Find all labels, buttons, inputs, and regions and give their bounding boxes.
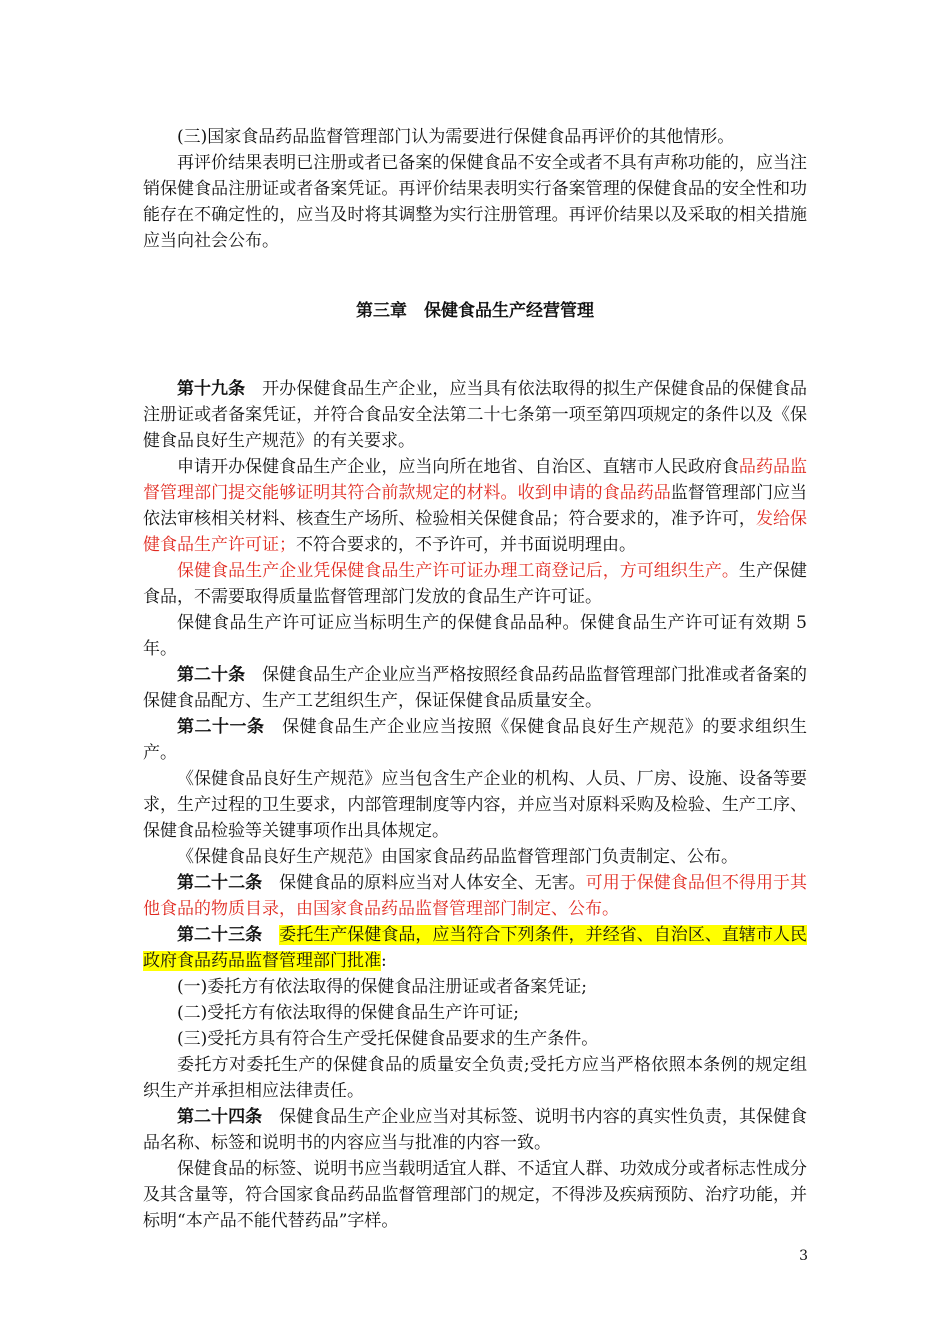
- article-24: [143, 1104, 807, 1156]
- article-19-paragraph-2: [143, 454, 807, 558]
- paragraph: (三)国家食品药品监督管理部门认为需要进行保健食品再评价的其他情形。: [177, 127, 735, 147]
- article-text: 保健食品生产企业应当按照《保健食品良好生产规范》的要求组织生产。: [143, 717, 808, 763]
- article-label: 第二十四条: [177, 1107, 263, 1127]
- article-20: [143, 662, 807, 714]
- chapter-title: 第三章 保健食品生产经营管理: [356, 301, 594, 321]
- article-19-paragraph-4: 保健食品生产许可证应当标明生产的保健食品品种。保健食品生产许可证有效期 5 年。: [143, 613, 807, 659]
- text-run: 不符合要求的，不予许可，并书面说明理由。: [296, 535, 636, 555]
- article-24-paragraph-2: 保健食品的标签、说明书应当载明适宜人群、不适宜人群、功效成分或者标志性成分及其含量等，符合国家食品药品监督管理部门的规定，不得涉及疾病预防、治疗功能，并标明“本产品不能代替药品”字样。: [143, 1159, 807, 1231]
- article-19: [143, 376, 807, 454]
- highlighted-text: 委托生产保健食品，应当符合下列条件，并经省、自治区、直辖市人民政府食品药品监督管理部门批准: [143, 925, 808, 971]
- article-label: 第二十二条: [177, 873, 263, 893]
- text-run: 生产保健食品，不需要取得质量监督管理部门发放的食品生产许可证。: [143, 561, 808, 607]
- article-text: 保健食品生产企业应当对其标签、说明书内容的真实性负责，其保健食品名称、标签和说明书的内容应当与批准的内容一致。: [143, 1107, 808, 1153]
- article-text: 保健食品的原料应当对人体安全、无害。: [262, 873, 586, 893]
- article-21-paragraph-2: 《保健食品良好生产规范》应当包含生产企业的机构、人员、厂房、设施、设备等要求，生产过程的卫生要求，内部管理制度等内容，并应当对原料采购及检验、生产工序、保健食品检验等关键事项作出具体规定。: [143, 769, 807, 841]
- article-label: 第二十条: [177, 665, 246, 685]
- article-text: 保健食品生产企业应当严格按照经食品药品监督管理部门批准或者备案的保健食品配方、生产工艺组织生产，保证保健食品质量安全。: [143, 665, 808, 711]
- article-19-paragraph-3: [143, 558, 807, 610]
- page-number: 3: [799, 1248, 808, 1264]
- paragraph: 再评价结果表明已注册或者已备案的保健食品不安全或者不具有声称功能的，应当注销保健食品注册证或者备案凭证。再评价结果表明实行备案管理的保健食品的安全性和功能存在不确定性的，应当及时将其调整为实行注册管理。再评价结果以及采取的相关措施应当向社会公布。: [143, 153, 807, 251]
- article-text: 开办保健食品生产企业，应当具有依法取得的拟生产保健食品的保健食品注册证或者备案凭证，并符合食品安全法第二十七条第一项至第四项规定的条件以及《保健食品良好生产规范》的有关要求。: [143, 379, 808, 451]
- article-23-paragraph-last: 委托方对委托生产的保健食品的质量安全负责;受托方应当严格依照本条例的规定组织生产并承担相应法律责任。: [143, 1055, 807, 1101]
- text-run: 监督管理部门应当依法审核相关材料、核查生产场所、检验相关保健食品；符合要求的，准予许可，: [143, 483, 808, 529]
- red-text-run: 可用于保健食品但不得用于其他食品的物质目录，由国家食品药品监督管理部门制定、公布。: [143, 873, 808, 919]
- red-text-run: 品药品监督管理部门提交能够证明其符合前款规定的材料。收到申请的食品药品: [143, 457, 808, 503]
- text-run: :: [381, 951, 387, 971]
- article-21-paragraph-3: 《保健食品良好生产规范》由国家食品药品监督管理部门负责制定、公布。: [177, 847, 738, 867]
- document-body: [143, 124, 807, 1234]
- article-23: [143, 922, 807, 974]
- list-item: (一)委托方有依法取得的保健食品注册证或者备案凭证;: [177, 977, 587, 997]
- article-label: 第二十一条: [177, 717, 265, 737]
- article-21: [143, 714, 807, 766]
- list-item: (二)受托方有依法取得的保健食品生产许可证;: [177, 1003, 519, 1023]
- list-item: (三)受托方具有符合生产受托保健食品要求的生产条件。: [177, 1029, 599, 1049]
- text-run: 申请开办保健食品生产企业，应当向所在地省、自治区、直辖市人民政府食: [177, 457, 739, 477]
- red-text-run: 发给保健食品生产许可证；: [143, 509, 808, 555]
- article-22: [143, 870, 807, 922]
- article-label: 第二十三条: [177, 925, 263, 945]
- red-text-run: 保健食品生产企业凭保健食品生产许可证办理工商登记后，方可组织生产。: [177, 561, 739, 581]
- article-label: 第十九条: [177, 379, 246, 399]
